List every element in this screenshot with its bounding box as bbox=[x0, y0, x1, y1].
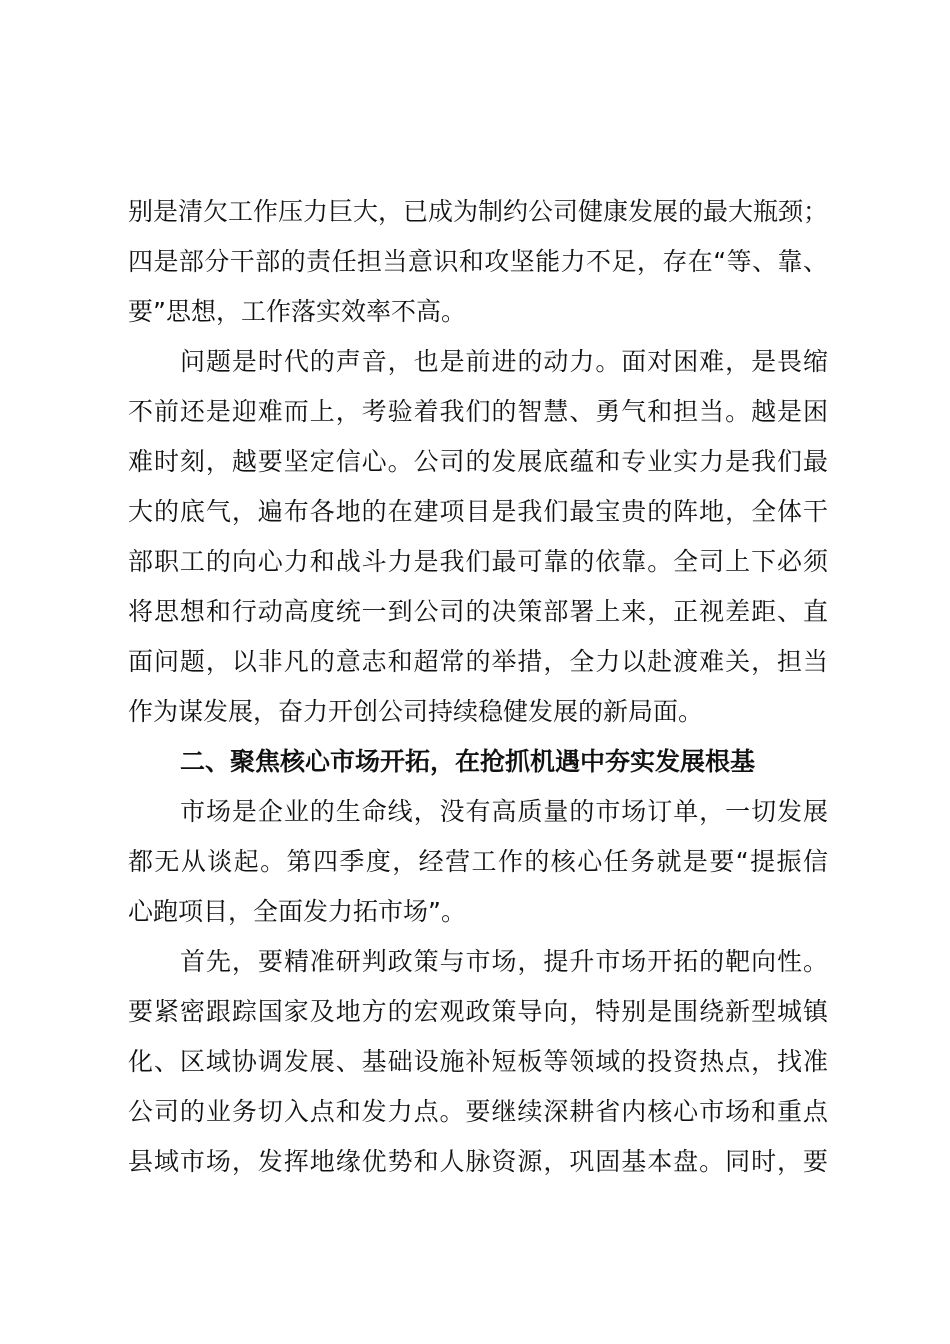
section-heading bbox=[128, 744, 828, 794]
paragraph bbox=[128, 344, 828, 744]
text-line: 四是部分干部的责任担当意识和攻坚能力不足，存在“等、靠、 bbox=[128, 247, 828, 276]
text-line: 部职工的向心力和战斗力是我们最可靠的依靠。全司上下必须 bbox=[128, 547, 828, 576]
text-line: 化、区域协调发展、基础设施补短板等领域的投资热点，找准 bbox=[128, 1047, 828, 1076]
text-line: 都无从谈起。第四季度，经营工作的核心任务就是要“提振信 bbox=[128, 847, 828, 876]
text-line: 不前还是迎难而上，考验着我们的智慧、勇气和担当。越是困 bbox=[128, 397, 828, 426]
text-line: 将思想和行动高度统一到公司的决策部署上来，正视差距、直 bbox=[128, 597, 828, 626]
text-line: 要紧密跟踪国家及地方的宏观政策导向，特别是围绕新型城镇 bbox=[128, 997, 828, 1026]
text-line: 首先，要精准研判政策与市场，提升市场开拓的靶向性。 bbox=[180, 947, 828, 976]
text-line: 县域市场，发挥地缘优势和人脉资源，巩固基本盘。同时，要 bbox=[128, 1147, 828, 1176]
text-line: 问题是时代的声音，也是前进的动力。面对困难，是畏缩 bbox=[180, 347, 828, 376]
text-line: 别是清欠工作压力巨大，已成为制约公司健康发展的最大瓶颈； bbox=[128, 197, 829, 226]
text-line: 要”思想，工作落实效率不高。 bbox=[128, 297, 466, 326]
text-line: 市场是企业的生命线，没有高质量的市场订单，一切发展 bbox=[180, 797, 828, 826]
paragraph bbox=[128, 194, 828, 344]
text-line: 心跑项目，全面发力拓市场”。 bbox=[128, 897, 466, 926]
document-body bbox=[128, 194, 828, 1194]
text-line: 公司的业务切入点和发力点。要继续深耕省内核心市场和重点 bbox=[128, 1097, 828, 1126]
text-line: 大的底气，遍布各地的在建项目是我们最宝贵的阵地，全体干 bbox=[128, 497, 828, 526]
text-line: 作为谋发展，奋力开创公司持续稳健发展的新局面。 bbox=[128, 697, 704, 726]
heading-text: 二、聚焦核心市场开拓，在抢抓机遇中夯实发展根基 bbox=[180, 747, 756, 776]
paragraph bbox=[128, 944, 828, 1194]
text-line: 难时刻，越要坚定信心。公司的发展底蕴和专业实力是我们最 bbox=[128, 447, 828, 476]
paragraph bbox=[128, 794, 828, 944]
text-line: 面问题，以非凡的意志和超常的举措，全力以赴渡难关，担当 bbox=[128, 647, 828, 676]
